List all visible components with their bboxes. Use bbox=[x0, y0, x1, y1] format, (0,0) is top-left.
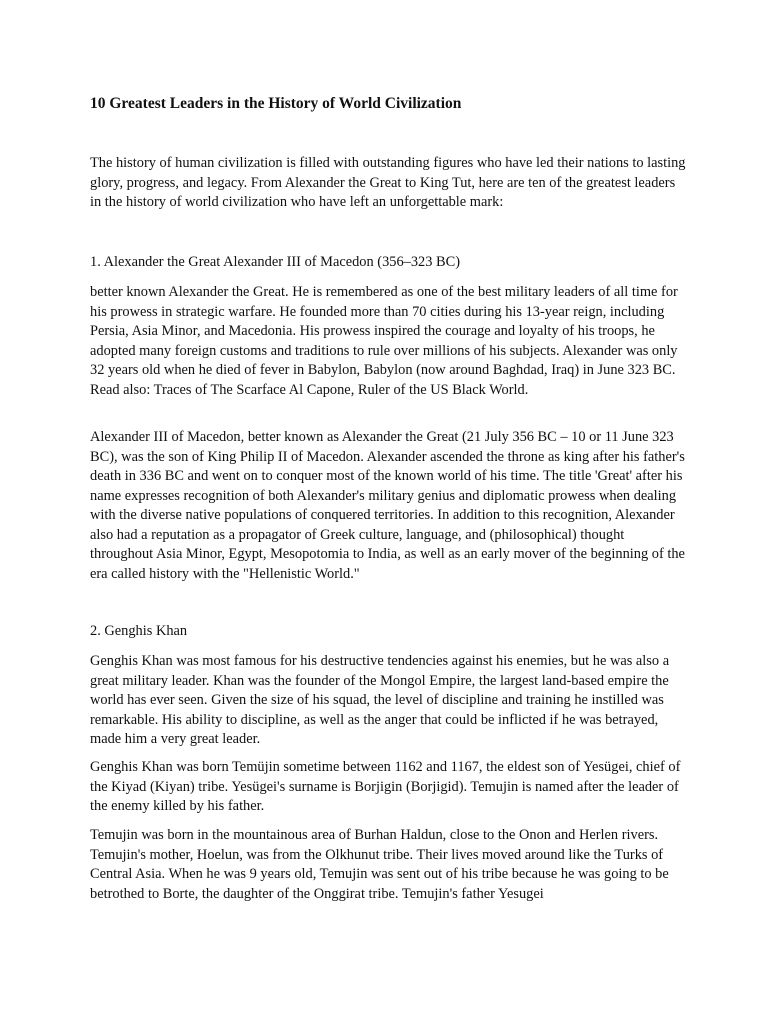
section-paragraph: Genghis Khan was most famous for his destructive tendencies against his enemies, but he was also a great military leader. Khan was the founder of the Mongol Empire, the largest land-based empire the world has ever seen. Given the size of his squad, the level of discipline and training he instilled was remarkable. His ability to discipline, as well as the anger that could be inflicted if he was betrayed, made him a very great leader. bbox=[90, 653, 670, 747]
section-heading-genghis-khan: 2. Genghis Khan bbox=[90, 623, 188, 639]
intro-paragraph: The history of human civilization is filled with outstanding figures who have led their nations to lasting glory, progress, and legacy. From Alexander the Great to King Tut, here are ten of the greatest leaders in the history of world civilization who have left an unforgettable mark: bbox=[90, 155, 686, 210]
section-paragraph: Genghis Khan was born Temüjin sometime between 1162 and 1167, the eldest son of Yesügei, chief of the Kiyad (Kiyan) tribe. Yesügei's surname is Borjigin (Borjigid). Temujin is named after the leader of the enemy killed by his father. bbox=[90, 759, 681, 814]
section-heading-alexander: 1. Alexander the Great Alexander III of Macedon (356–323 BC) bbox=[90, 254, 461, 270]
section-paragraph: better known Alexander the Great. He is remembered as one of the best military leaders of all time for his prowess in strategic warfare. He founded more than 70 cities during his 13-year reign, including Persia, Asia Minor, and Macedonia. His prowess inspired the courage and loyalty of his troops, he adopted many foreign customs and traditions to rule over millions of his subjects. Alexander was only 32 years old when he died of fever in Babylon, Babylon (now around Baghdad, Iraq) in June 323 BC. Read also: Traces of The Scarface Al Capone, Ruler of the US Black World. bbox=[90, 284, 678, 398]
document-title: 10 Greatest Leaders in the History of World Civilization bbox=[90, 95, 462, 112]
section-paragraph: Temujin was born in the mountainous area of Burhan Haldun, close to the Onon and Herlen rivers. Temujin's mother, Hoelun, was from the Olkhunut tribe. Their lives moved around like the Turks of Central Asia. When he was 9 years old, Temujin was sent out of his tribe because he was going to be betrothed to Borte, the daughter of the Onggirat tribe. Temujin's father Yesugei bbox=[90, 827, 669, 902]
section-paragraph: Alexander III of Macedon, better known as Alexander the Great (21 July 356 BC – 10 or 11 June 323 BC), was the son of King Philip II of Macedon. Alexander ascended the throne as king after his father's death in 336 BC and went on to conquer most of the known world of his time. The title 'Great' after his name expresses recognition of both Alexander's military genius and diplomatic prowess when dealing with the diverse native populations of conquered territories. In addition to this recognition, Alexander also had a reputation as a propagator of Greek culture, language, and (philosophical) thought throughout Asia Minor, Egypt, Mesopotomia to India, as well as an early mover of the beginning of the era called history with the "Hellenistic World." bbox=[90, 429, 685, 582]
